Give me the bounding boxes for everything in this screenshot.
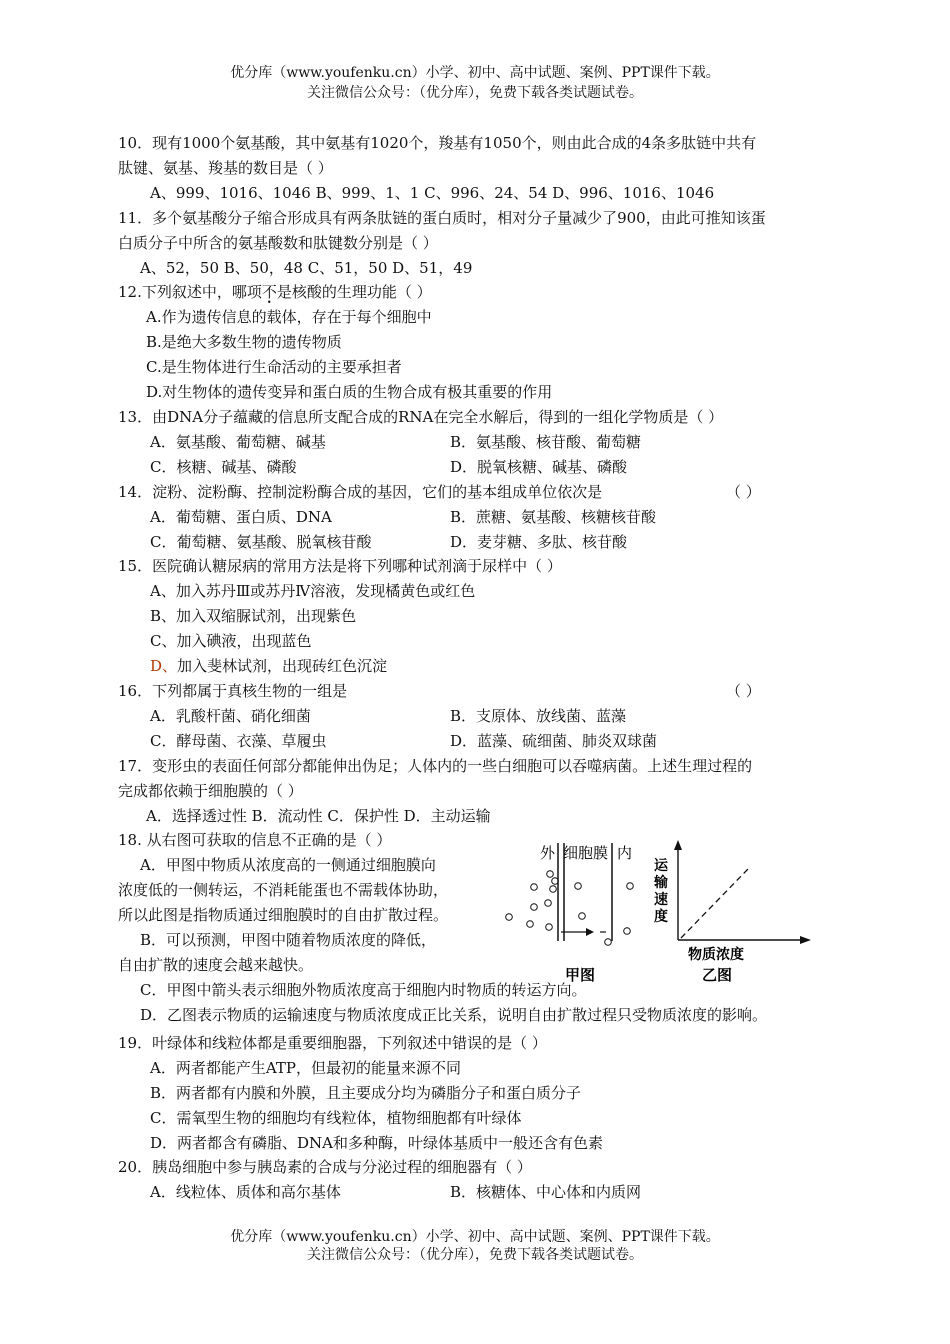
molecule-out xyxy=(550,886,557,893)
q11-stem-line-2: 白质分子中所含的氨基酸数和肽键数分别是（ ） xyxy=(118,234,438,252)
header-line-1: 优分库（www.youfenku.cn）小学、初中、高中试题、案例、PPT课件下载。 xyxy=(230,65,720,81)
y-axis-arrowhead xyxy=(674,840,682,850)
q20-option-b: B．核糖体、中心体和内质网 xyxy=(450,1183,642,1201)
q18-option-b-line-1: B．可以预测，甲图中随着物质浓度的降低， xyxy=(140,931,437,949)
jia-caption: 甲图 xyxy=(565,966,596,984)
q19-option-a: A．两者都能产生ATP，但最初的能量来源不同 xyxy=(150,1059,461,1077)
molecule-membrane xyxy=(579,913,586,920)
q18-option-d: D．乙图表示物质的运输速度与物质浓度成正比关系，说明自由扩散过程只受物质浓度的影响。 xyxy=(140,1006,768,1024)
solute-molecules xyxy=(506,871,634,946)
q12-stem xyxy=(118,282,432,302)
q14-option-d: D．麦芽糖、多肽、核苷酸 xyxy=(450,533,628,551)
q13-option-d: D．脱氧核糖、碱基、磷酸 xyxy=(450,458,628,476)
q18-option-a-line-1: A．甲图中物质从浓度高的一侧通过细胞膜向 xyxy=(140,856,436,874)
molecule-in xyxy=(605,939,612,946)
q12-option-a: A.作为遗传信息的载体，存在于每个细胞中 xyxy=(146,308,432,326)
q16-stem: 16．下列都属于真核生物的一组是 xyxy=(118,682,348,700)
q14-answer-paren: （ ） xyxy=(726,483,761,501)
q18-option-c: C．甲图中箭头表示细胞外物质浓度高于细胞内时物质的转运方向。 xyxy=(140,981,587,999)
yi-caption: 乙图 xyxy=(702,966,733,984)
q12-option-c: C.是生物体进行生命活动的主要承担者 xyxy=(146,358,402,376)
q15-option-d-text: 加入斐林试剂，出现砖红色沉淀 xyxy=(177,657,388,675)
q20-stem: 20．胰岛细胞中参与胰岛素的合成与分泌过程的细胞器有（ ） xyxy=(118,1158,532,1176)
molecule-in xyxy=(624,928,631,935)
figure-yi-rate-graph xyxy=(648,838,820,988)
q12-stem-emphasis: 不是 xyxy=(261,283,292,301)
q13-option-c: C．核糖、碱基、磷酸 xyxy=(150,458,297,476)
q11-stem-line-1: 11．多个氨基酸分子缩合形成具有两条肽链的蛋白质时，相对分子量减少了900，由此可推知该蛋 xyxy=(118,209,766,227)
footer-line-1: 优分库（www.youfenku.cn）小学、初中、高中试题、案例、PPT课件下载。 xyxy=(230,1229,720,1245)
q17-stem-line-2: 完成都依赖于细胞膜的（ ） xyxy=(118,782,303,800)
rate-line-dashed xyxy=(681,869,748,938)
q16-option-b: B．支原体、放线菌、蓝藻 xyxy=(450,707,627,725)
q17-options: A．选择透过性 B．流动性 C．保护性 D．主动运输 xyxy=(146,807,491,825)
q15-option-c: C、加入碘液，出现蓝色 xyxy=(150,632,312,650)
q13-option-b: B．氨基酸、核苷酸、葡萄糖 xyxy=(450,433,642,451)
y-label-char-3: 速 xyxy=(654,892,668,908)
q13-stem: 13．由DNA分子蕴藏的信息所支配合成的RNA在完全水解后，得到的一组化学物质是（ ） xyxy=(118,408,724,426)
q14-option-b: B．蔗糖、氨基酸、核糖核苷酸 xyxy=(450,508,657,526)
q11-options: A、52，50 B、50，48 C、51，50 D、51，49 xyxy=(140,259,473,277)
y-label-char-4: 度 xyxy=(654,909,668,925)
molecule-out xyxy=(546,924,553,931)
jia-membrane-label: 细胞膜 xyxy=(563,844,609,862)
molecule-out xyxy=(531,884,538,891)
molecule-out xyxy=(506,914,513,921)
molecule-out xyxy=(531,904,538,911)
q12-option-b: B.是绝大多数生物的遗传物质 xyxy=(146,333,342,351)
q19-option-d: D．两者都含有磷脂、DNA和多种酶，叶绿体基质中一般还含有色素 xyxy=(150,1134,604,1152)
q12-stem-post: 核酸的生理功能（ ） xyxy=(291,283,432,301)
q14-stem: 14．淀粉、淀粉酶、控制淀粉酶合成的基因，它们的基本组成单位依次是 xyxy=(118,483,603,501)
molecule-out xyxy=(527,921,534,928)
q14-option-c: C．葡萄糖、氨基酸、脱氧核苷酸 xyxy=(150,533,372,551)
x-axis-label: 物质浓度 xyxy=(688,947,744,963)
q16-option-a: A．乳酸杆菌、硝化细菌 xyxy=(150,707,311,725)
q18-stem: 18. 从右图可获取的信息不正确的是（ ） xyxy=(118,831,392,849)
q10-stem-line-2: 肽键、氨基、羧基的数目是（ ） xyxy=(118,159,333,177)
footer-line-2: 关注微信公众号：（优分库），免费下载各类试题试卷。 xyxy=(307,1247,643,1263)
q10-stem-line-1: 10．现有1000个氨基酸，其中氨基有1020个，羧基有1050个，则由此合成的4条多肽链中共有 xyxy=(118,134,757,152)
q19-option-b: B．两者都有内膜和外膜，且主要成分均为磷脂分子和蛋白质分子 xyxy=(150,1084,582,1102)
jia-inside-label: 内 xyxy=(617,844,633,862)
q16-answer-paren: （ ） xyxy=(726,682,761,700)
q15-stem: 15．医院确认糖尿病的常用方法是将下列哪种试剂滴于尿样中（ ） xyxy=(118,557,562,575)
figure-jia-membrane-diagram xyxy=(495,838,650,988)
q16-option-c: C．酵母菌、衣藻、草履虫 xyxy=(150,732,327,750)
transport-arrowhead xyxy=(586,928,594,936)
q18-option-b-line-2: 自由扩散的速度会越来越快。 xyxy=(118,956,314,974)
q10-options: A、999、1016、1046 B、999、1、1 C、996、24、54 D、996、1016、1046 xyxy=(150,184,715,202)
q20-option-a: A．线粒体、质体和高尔基体 xyxy=(150,1183,341,1201)
molecule-membrane xyxy=(575,883,582,890)
q12-option-d: D.对生物体的遗传变异和蛋白质的生物合成有极其重要的作用 xyxy=(146,383,553,401)
molecule-in xyxy=(627,883,634,890)
q18-option-a-line-3: 所以此图是指物质通过细胞膜时的自由扩散过程。 xyxy=(118,906,449,924)
q19-option-c: C．需氧型生物的细胞均有线粒体，植物细胞都有叶绿体 xyxy=(150,1109,522,1127)
x-axis-arrowhead xyxy=(800,936,811,944)
q14-option-a: A．葡萄糖、蛋白质、DNA xyxy=(150,508,332,526)
q12-stem-pre: 12.下列叙述中，哪项 xyxy=(118,283,262,301)
molecule-out xyxy=(545,900,552,907)
q15-option-d-letter: D、 xyxy=(150,657,178,675)
q17-stem-line-1: 17．变形虫的表面任何部分都能伸出伪足；人体内的一些白细胞可以吞噬病菌。上述生理过程的 xyxy=(118,757,753,775)
molecule-out xyxy=(547,871,554,878)
q16-option-d: D．蓝藻、硫细菌、肺炎双球菌 xyxy=(450,732,658,750)
q15-option-a: A、加入苏丹Ⅲ或苏丹Ⅳ溶液，发现橘黄色或红色 xyxy=(150,582,476,600)
header-line-2: 关注微信公众号：（优分库），免费下载各类试题试卷。 xyxy=(307,85,643,101)
q13-option-a: A．氨基酸、葡萄糖、碱基 xyxy=(150,433,326,451)
y-label-char-1: 运 xyxy=(654,858,668,874)
q15-option-d xyxy=(150,656,387,676)
jia-outside-label: 外 xyxy=(540,844,556,862)
q19-stem: 19．叶绿体和线粒体都是重要细胞器，下列叙述中错误的是（ ） xyxy=(118,1034,547,1052)
q15-option-b: B、加入双缩脲试剂，出现紫色 xyxy=(150,607,357,625)
q18-option-a-line-2: 浓度低的一侧转运，不消耗能蛋也不需载体协助， xyxy=(118,881,449,899)
y-label-char-2: 输 xyxy=(654,875,668,891)
